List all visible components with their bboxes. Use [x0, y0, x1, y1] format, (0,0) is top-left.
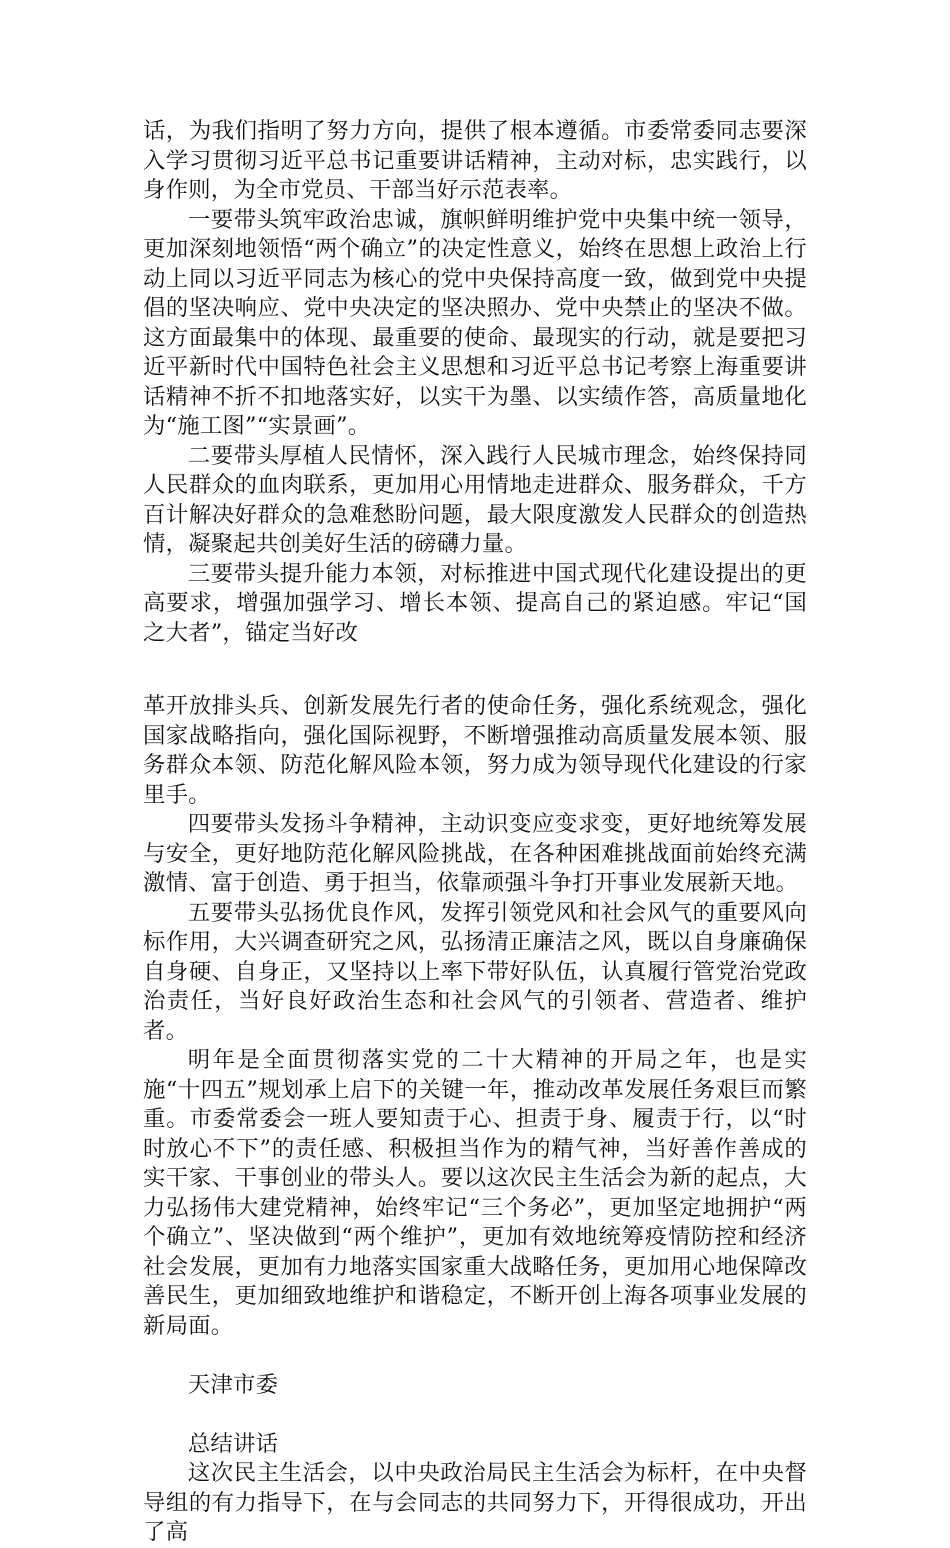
paragraph-point-two: 二要带头厚植人民情怀，深入践行人民城市理念，始终保持同人民群众的血肉联系，更加用心用情地走进群众、服务群众，千方百计解决好群众的急难愁盼问题，最大限度激发人民群众的创造热情，凝聚起共创美好生活的磅礴力量。 [143, 442, 807, 557]
paragraph-point-five: 五要带头弘扬优良作风，发挥引领党风和社会风气的重要风向标作用，大兴调查研究之风，弘扬清正廉洁之风，既以自身廉确保自身硬、自身正，又坚持以上率下带好队伍，认真履行管党治党政治责任，当好良好政治生态和社会风气的引领者、营造者、维护者。 [143, 899, 807, 1044]
paragraph-point-four: 四要带头发扬斗争精神，主动识变应变求变，更好地统筹发展与安全，更好地防范化解风险挑战，在各种困难挑战面前始终充满激情、富于创造、勇于担当，依靠顽强斗争打开事业发展新天地。 [143, 811, 807, 896]
section-heading-tianjin: 天津市委 [187, 1371, 279, 1398]
paragraph-point-three: 三要带头提升能力本领，对标推进中国式现代化建设提出的更高要求，增强加强学习、增长本领、提高自己的紧迫感。牢记“国之大者”，锚定当好改 [143, 560, 807, 646]
paragraph-summary-opening: 这次民主生活会，以中央政治局民主生活会为标杆，在中央督导组的有力指导下，在与会同志的共同努力下，开得很成功，开出了高 [143, 1460, 807, 1545]
section-gap [143, 1341, 807, 1371]
paragraph-continuation: 话，为我们指明了努力方向，提供了根本遵循。市委常委同志要深入学习贯彻习近平总书记重要讲话精神，主动对标，忠实践行，以身作则，为全市党员、干部当好示范表率。 [143, 118, 807, 203]
paragraph-point-three-continued: 革开放排头兵、创新发展先行者的使命任务，强化系统观念，强化国家战略指向，强化国际视野，不断增强推动高质量发展本领、服务群众本领、防范化解风险本领，努力成为领导现代化建设的行家里手。 [143, 693, 807, 808]
paragraph-next-year: 明年是全面贯彻落实党的二十大精神的开局之年，也是实施“十四五”规划承上启下的关键一年，推动改革发展任务艰巨而繁重。市委常委会一班人要知责于心、担责于身、履责于行，以“时时放心不下”的责任感、积极担当作为的精气神，当好善作善成的实干家、干事创业的带头人。要以这次民主生活会为新的起点，大力弘扬伟大建党精神，始终牢记“三个务必”，更加坚定地拥护“两个确立”、坚决做到“两个维护”，更加有效地统筹疫情防控和经济社会发展，更加有力地落实国家重大战略任务，更加用心地保障改善民生，更加细致地维护和谐稳定，不断开创上海各项事业发展的新局面。 [143, 1047, 807, 1339]
section-gap [143, 1400, 807, 1430]
paragraph-point-one: 一要带头筑牢政治忠诚，旗帜鲜明维护党中央集中统一领导，更加深刻地领悟“两个确立”的决定性意义，始终在思想上政治上行动上同以习近平同志为核心的党中央保持高度一致，做到党中央提倡的坚决响应、党中央决定的坚决照办、党中央禁止的坚决不做。这方面最集中的体现、最重要的使命、最现实的行动，就是要把习近平新时代中国特色社会主义思想和习近平总书记考察上海重要讲话精神不折不扣地落实好，以实干为墨、以实绩作答，高质量地化为“施工图”“实景画”。 [143, 206, 807, 439]
page-break-gap [143, 648, 807, 692]
section-subheading-summary: 总结讲话 [187, 1430, 279, 1457]
document-body [143, 117, 807, 1548]
